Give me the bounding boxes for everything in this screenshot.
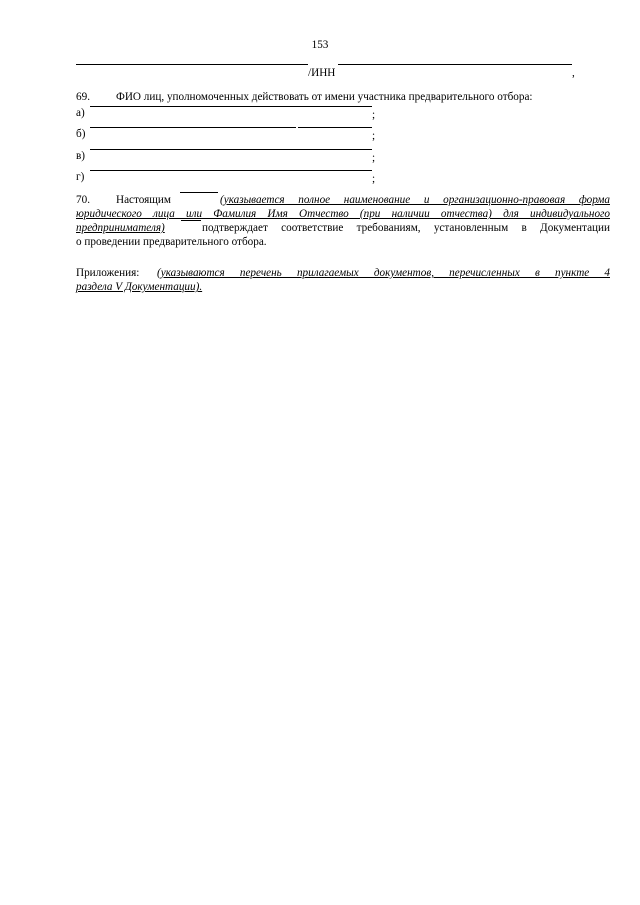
item69-blank-v: [90, 149, 372, 150]
page-number: 153: [311, 39, 329, 51]
inn-label: /ИНН: [308, 67, 336, 79]
item70-blank-1: [180, 192, 218, 193]
item70-lead: Настоящим: [116, 194, 171, 206]
item69-letter-a: а): [76, 107, 85, 119]
item70-number: 70.: [76, 194, 90, 206]
item70-tail3: подтверждает соответствие требованиям, установленным в Документации: [202, 222, 610, 234]
item69-letter-v: в): [76, 150, 86, 162]
attachments-label: Приложения:: [76, 267, 140, 279]
item69-end-a: ;: [372, 109, 376, 121]
item69-text: ФИО лиц, уполномоченных действовать от имени участника предварительного отбора:: [116, 91, 533, 103]
inn-blank: [338, 64, 572, 65]
item70-blank-2: [181, 220, 201, 221]
attachments-hint-line2: раздела V Документации).: [76, 281, 203, 293]
item69-blank-a: [90, 106, 372, 107]
item69-blank-b2: [298, 127, 372, 128]
item69-letter-b: б): [76, 128, 86, 140]
item69-blank-b1: [90, 127, 296, 128]
inn-end: ,: [572, 67, 575, 79]
item70-hint-line1: (указывается полное наименование и организационно-правовая форма: [220, 194, 610, 206]
item69-end-b: ;: [372, 130, 376, 142]
item69-end-g: ;: [372, 173, 376, 185]
attachments-hint-line1: (указываются перечень прилагаемых документов, перечисленных в пункте 4: [157, 267, 610, 279]
item69-blank-g: [90, 170, 372, 171]
item70-line4: о проведении предварительного отбора.: [76, 236, 267, 248]
name-blank: [76, 64, 308, 65]
item69-end-v: ;: [372, 152, 376, 164]
item69-number: 69.: [76, 91, 90, 103]
item69-letter-g: г): [76, 171, 85, 183]
item70-hint-line2: юридического лица или Фамилия Имя Отчество (при наличии отчества) для индивидуального: [76, 208, 610, 220]
item70-hint-line3: предпринимателя): [76, 222, 165, 234]
